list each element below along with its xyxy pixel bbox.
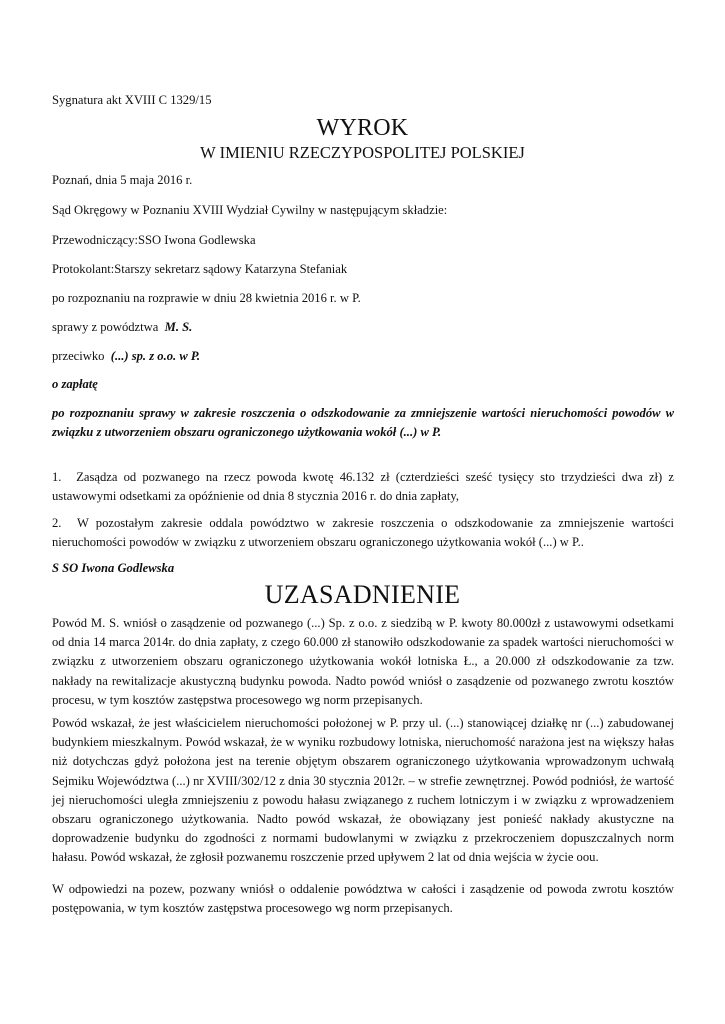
- defendant-name: (...) sp. z o.o. w P.: [110, 349, 201, 363]
- judge-signature: S SO Iwona Godlewska: [52, 561, 175, 575]
- case-subject: o zapłatę: [52, 377, 98, 391]
- court-composition: Sąd Okręgowy w Poznaniu XVIII Wydział Cywilny w następującym składzie:: [52, 203, 448, 217]
- court-clerk: Protokolant:Starszy sekretarz sądowy Katarzyna Stefaniak: [52, 262, 348, 276]
- ruling-number: 1.: [52, 470, 62, 484]
- case-signature: Sygnatura akt XVIII C 1329/15: [52, 93, 212, 107]
- case-defendant-line: [52, 348, 200, 364]
- case-plaintiff-line: [52, 319, 192, 335]
- ruling-number: 2.: [52, 516, 62, 530]
- hearing-info: po rozpoznaniu na rozprawie w dniu 28 kwietnia 2016 r. w P.: [52, 291, 361, 305]
- justification-paragraph: Powód wskazał, że jest właścicielem nieruchomości położonej w P. przy ul. (...) stanowiącej działkę nr (...) zabudowanej budynkiem mieszkalnym. Powód wskazał, że w wyniku rozbudowy lotniska, nieruchomość narażona jest na większy hałas niż dotychczas gdyż położona jest na terenie objętym obszarem ograniczonego użytkowania wprowadzonym uchwałą Sejmiku Województwa (...) nr XVIII/302/12 z dnia 30 stycznia 2012r. – w strefie zewnętrznej. Powód podniósł, że wartość jej nieruchomości uległa zmniejszeniu z powodu hałasu związanego z ruchem lotniczym i w związku z wprowadzeniem obszaru ograniczonego użytkowania. Nadto powód wskazał, że obowiązany jest ponieść nakłady akustyczne na doprowadzenie budynku do zgodności z normami budowlanymi w związku z przekroczeniem dopuszczalnych norm hałasu. Powód wskazał, że zgłosił pozwanemu roszczenie przed upływem 2 lat od dnia wejścia w życie oou.: [52, 716, 674, 865]
- place-date: Poznań, dnia 5 maja 2016 r.: [52, 173, 193, 187]
- against-prefix: przeciwko: [52, 349, 105, 363]
- ruling-1: [52, 468, 674, 506]
- case-prefix: sprawy z powództwa: [52, 320, 159, 334]
- ruling-text: W pozostałym zakresie oddala powództwo w zakresie roszczenia o odszkodowanie za zmniejszenie wartości nieruchomości powodów w związku z utworzeniem obszaru ograniczonego użytkowania wokół (...) w P..: [52, 516, 675, 550]
- justification-paragraph: W odpowiedzi na pozew, pozwany wniósł o oddalenie powództwa w całości i zasądzenie od powoda zwrotu kosztów postępowania, w tym kosztów zastępstwa procesowego wg norm przepisanych.: [52, 882, 674, 916]
- justification-paragraph: Powód M. S. wniósł o zasądzenie od pozwanego (...) Sp. z o.o. z siedzibą w P. kwoty 80.000zł z ustawowymi odsetkami od dnia 14 marca 2014r. do dnia zapłaty, z czego 60.000 zł stanowiło odszkodowanie za spadek wartości nieruchomości w związku z utworzeniem obszaru ograniczonego użytkowania wokół lotniska Ł., a 20.000 zł odszkodowanie za tzw. nakłady na rewitalizacje akustyczną budynku powoda. Nadto powód wniósł o zasądzenie od pozwanego zwrotu kosztów procesu, w tym kosztów zastępstwa procesowego wg norm przepisanych.: [52, 616, 674, 707]
- judgment-title: WYROK: [316, 115, 409, 141]
- presiding-judge: Przewodniczący:SSO Iwona Godlewska: [52, 233, 256, 247]
- ruling-text: Zasądza od pozwanego na rzecz powoda kwotę 46.132 zł (czterdzieści sześć tysięcy sto trzydzieści dwa zł) z ustawowymi odsetkami za opóźnienie od dnia 8 stycznia 2016 r. do dnia zapłaty,: [52, 470, 674, 504]
- ruling-2: [52, 514, 674, 552]
- justification-heading: UZASADNIENIE: [264, 580, 461, 609]
- judgment-subtitle: W IMIENIU RZECZYPOSPOLITEJ POLSKIEJ: [200, 143, 525, 162]
- case-scope: po rozpoznaniu sprawy w zakresie roszczenia o odszkodowanie za zmniejszenie wartości nieruchomości powodów w związku z utworzeniem obszaru ograniczonego użytkowania wokół (...) w P.: [52, 406, 674, 440]
- plaintiff-name: M. S.: [164, 320, 193, 334]
